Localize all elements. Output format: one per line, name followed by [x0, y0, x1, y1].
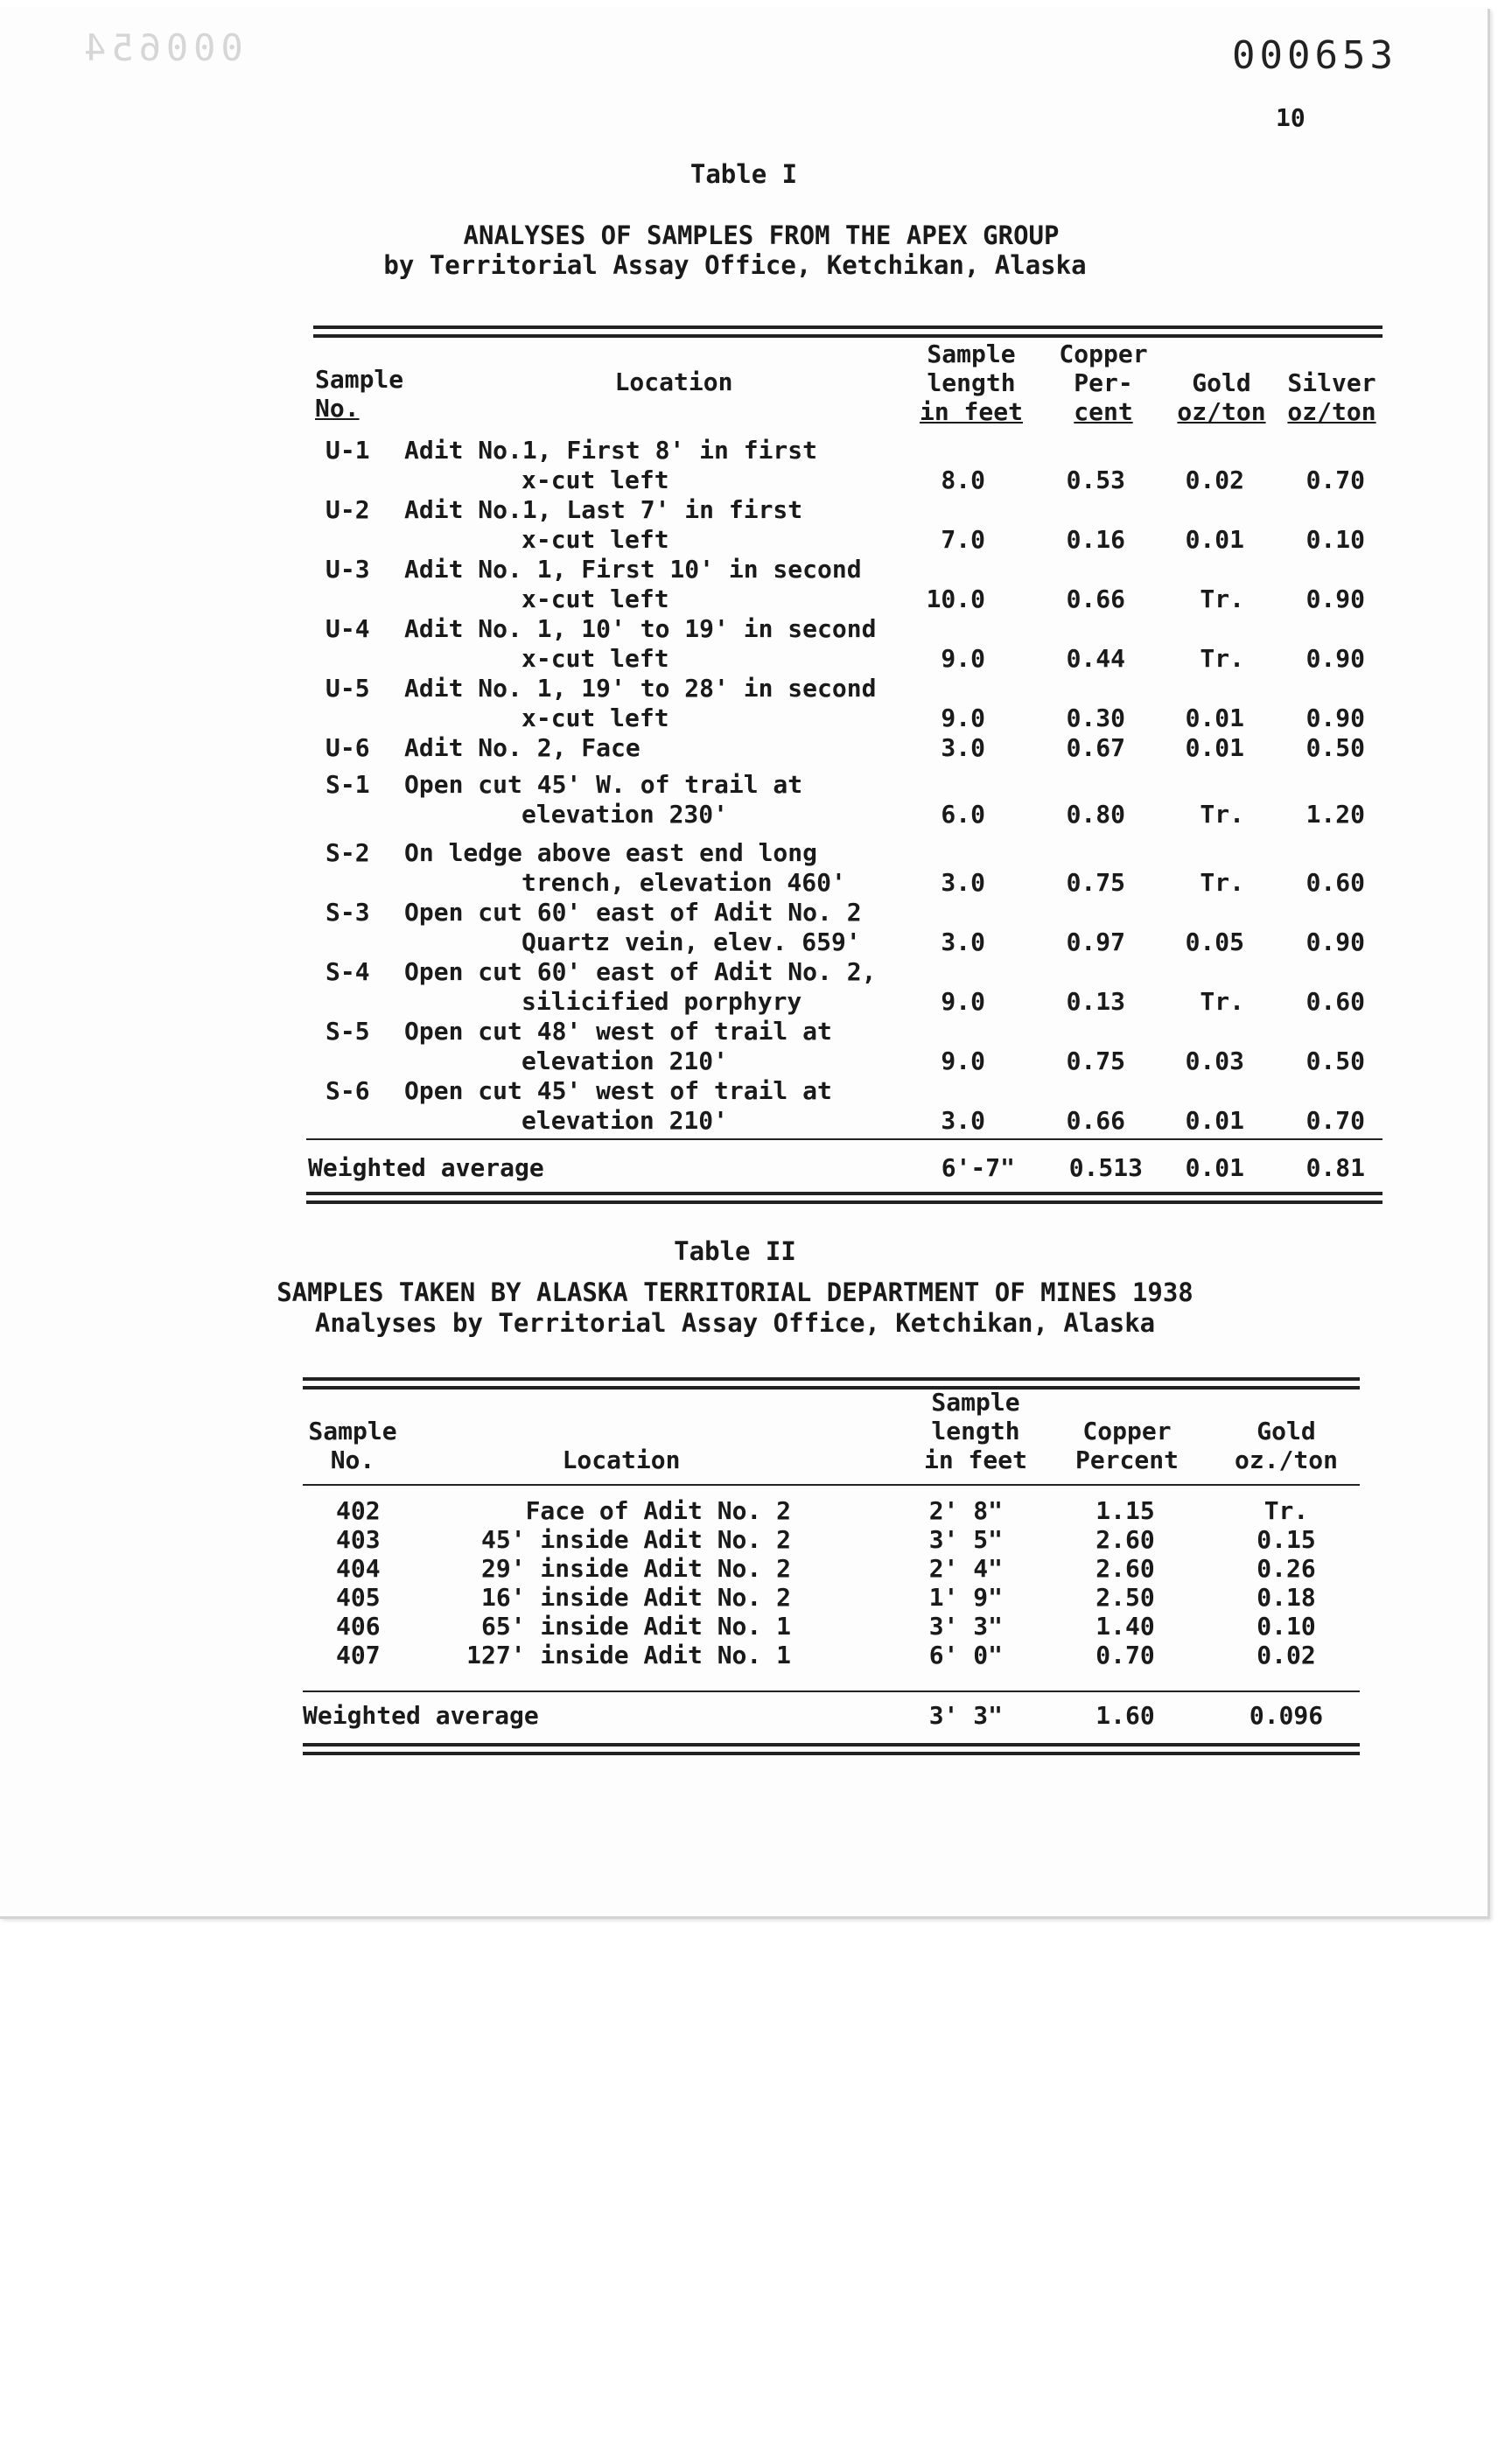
- table2-average-label: Weighted average: [303, 1701, 539, 1730]
- table1-row-silver: 0.90: [1306, 704, 1365, 732]
- table1-row-sample-id: S-6: [326, 1076, 370, 1105]
- table1-row-length: 3.0: [941, 1106, 985, 1135]
- table2-row-sample-id: 406: [336, 1612, 381, 1641]
- table1-subtitle: by Territorial Assay Office, Ketchikan, Alaska: [383, 250, 1087, 280]
- table1-row-sample-id: S-3: [326, 898, 370, 927]
- table1-row-location-cont: trench, elevation 460': [522, 868, 846, 897]
- table2-row-gold: 0.18: [1256, 1583, 1316, 1612]
- table1-row-location: Adit No. 1, 19' to 28' in second: [404, 674, 877, 703]
- table2-row-sample-id: 407: [336, 1641, 381, 1670]
- table2-row-gold: Tr.: [1264, 1496, 1309, 1525]
- table2-row-location: 29' inside Adit No. 2: [480, 1554, 791, 1583]
- table2-row-location: 45' inside Adit No. 2: [480, 1525, 791, 1554]
- table1-row-copper: 0.66: [1066, 1106, 1125, 1135]
- table1-row-sample-id: S-2: [326, 838, 370, 867]
- table2-row-copper: 0.70: [1096, 1641, 1155, 1670]
- table1-row-sample-id: S-4: [326, 957, 370, 986]
- table1-row-location-cont: elevation 210': [522, 1106, 729, 1135]
- table1-row-copper: 0.75: [1066, 1046, 1125, 1075]
- table1-row-location: Adit No.1, First 8' in first: [404, 436, 818, 465]
- table1-row-location-cont: x-cut left: [522, 466, 669, 494]
- table1-row-location-cont: x-cut left: [522, 584, 669, 613]
- table1-header-gold: Gold oz/ton: [1177, 368, 1266, 426]
- table1-row-location-cont: elevation 210': [522, 1046, 729, 1075]
- table1-row-copper: 0.80: [1066, 800, 1125, 829]
- table2-row-gold: 0.26: [1256, 1554, 1316, 1583]
- table2-header-rule: [303, 1484, 1360, 1486]
- table1-row-gold: Tr.: [1200, 987, 1244, 1016]
- table1-row-length: 9.0: [941, 644, 985, 673]
- table1-row-location-cont: elevation 230': [522, 800, 729, 829]
- table2-row-copper: 1.40: [1096, 1612, 1155, 1641]
- table1-row-gold: 0.02: [1185, 466, 1244, 494]
- table1-row-length: 6.0: [941, 800, 985, 829]
- table2-bottom-rule-2: [303, 1752, 1360, 1755]
- table1-row-sample-id: U-3: [326, 555, 370, 584]
- table1-row-silver: 0.60: [1306, 868, 1365, 897]
- table2-subtitle: Analyses by Territorial Assay Office, Ketchikan, Alaska: [314, 1308, 1156, 1338]
- table2-mid-rule: [303, 1690, 1360, 1692]
- table1-row-length: 7.0: [941, 525, 985, 554]
- table2-top-rule-2: [303, 1386, 1360, 1390]
- table1-row-silver: 0.10: [1306, 525, 1365, 554]
- table1-row-sample-id: U-5: [326, 674, 370, 703]
- table2-row-copper: 2.50: [1096, 1583, 1155, 1612]
- table1-row-length: 9.0: [941, 987, 985, 1016]
- table2-row-location: 16' inside Adit No. 2: [480, 1583, 791, 1612]
- table2-row-sample-id: 405: [336, 1583, 381, 1612]
- page-number: 10: [1276, 103, 1306, 132]
- table1-row-sample-id: U-6: [326, 733, 370, 762]
- table1-average-copper: 0.513: [1068, 1153, 1143, 1182]
- table1-row-location: Open cut 45' west of trail at: [404, 1076, 832, 1105]
- table1-bottom-rule-2: [306, 1200, 1382, 1204]
- table1-row-length: 3.0: [941, 928, 985, 956]
- table1-row-location: Open cut 45' W. of trail at: [404, 770, 803, 799]
- table1-row-copper: 0.44: [1066, 644, 1125, 673]
- table1-row-length: 3.0: [941, 868, 985, 897]
- table1-row-location-cont: silicified porphyry: [522, 987, 802, 1016]
- table2-row-length: 2' 8": [928, 1496, 1003, 1525]
- table1-row-silver: 0.70: [1306, 1106, 1365, 1135]
- table1-row-copper: 0.13: [1066, 987, 1125, 1016]
- table1-row-silver: 0.70: [1306, 466, 1365, 494]
- table1-row-copper: 0.66: [1066, 584, 1125, 613]
- table1-row-sample-id: U-2: [326, 495, 370, 524]
- table1-row-silver: 0.90: [1306, 644, 1365, 673]
- table1-bottom-rule: [306, 1192, 1382, 1195]
- table2-row-gold: 0.15: [1256, 1525, 1316, 1554]
- table2-row-length: 3' 5": [928, 1525, 1003, 1554]
- table1-row-location: Open cut 48' west of trail at: [404, 1017, 832, 1046]
- table1-row-sample-id: S-1: [326, 770, 370, 799]
- table2-header-length: Sample length in feet: [923, 1388, 1027, 1474]
- table1-caption: Table I: [690, 159, 798, 189]
- table1-row-silver: 0.60: [1306, 987, 1365, 1016]
- table1-header-location: Location: [614, 368, 733, 396]
- bleed-through-serial: 000654: [79, 26, 243, 69]
- table1-row-gold: 0.03: [1185, 1046, 1244, 1075]
- table1-row-length: 3.0: [941, 733, 985, 762]
- table1-row-gold: Tr.: [1200, 644, 1244, 673]
- table1-average-silver: 0.81: [1306, 1153, 1365, 1182]
- table2-row-copper: 2.60: [1096, 1525, 1155, 1554]
- table2-header-gold: Gold oz./ton: [1234, 1417, 1338, 1474]
- table1-row-gold: 0.01: [1185, 704, 1244, 732]
- table2-row-sample-id: 404: [336, 1554, 381, 1583]
- table2-row-location: 127' inside Adit No. 1: [466, 1641, 791, 1670]
- table1-row-copper: 0.75: [1066, 868, 1125, 897]
- table1-row-sample-id: U-1: [326, 436, 370, 465]
- table1-row-sample-id: U-4: [326, 614, 370, 643]
- table1-row-location-cont: Quartz vein, elev. 659': [522, 928, 861, 956]
- table1-row-gold: Tr.: [1200, 868, 1244, 897]
- table1-average-gold: 0.01: [1185, 1153, 1244, 1182]
- table2-row-gold: 0.02: [1256, 1641, 1316, 1670]
- table2-row-copper: 1.15: [1096, 1496, 1155, 1525]
- table1-row-location-cont: x-cut left: [522, 525, 669, 554]
- table1-header-copper: Copper Per- cent: [1059, 340, 1148, 426]
- table2-header-copper: Copper Percent: [1074, 1417, 1179, 1474]
- table2-title: SAMPLES TAKEN BY ALASKA TERRITORIAL DEPARTMENT OF MINES 1938: [276, 1278, 1194, 1307]
- table1-mid-rule: [306, 1138, 1382, 1140]
- table1-average-label: Weighted average: [308, 1153, 544, 1182]
- table2-row-length: 6' 0": [928, 1641, 1003, 1670]
- document-serial-number: 000653: [1232, 33, 1397, 78]
- table1-row-gold: Tr.: [1200, 584, 1244, 613]
- table1-row-gold: Tr.: [1200, 800, 1244, 829]
- table1-row-gold: 0.01: [1185, 733, 1244, 762]
- table1-row-silver: 0.90: [1306, 584, 1365, 613]
- table1-row-location: Adit No. 1, 10' to 19' in second: [404, 614, 877, 643]
- table1-row-copper: 0.67: [1066, 733, 1125, 762]
- table2-row-length: 2' 4": [928, 1554, 1003, 1583]
- table1-row-length: 9.0: [941, 1046, 985, 1075]
- table1-row-silver: 0.50: [1306, 733, 1365, 762]
- table1-row-location: Adit No. 1, First 10' in second: [404, 555, 862, 584]
- table1-row-length: 9.0: [941, 704, 985, 732]
- table1-row-gold: 0.01: [1185, 525, 1244, 554]
- table2-bottom-rule: [303, 1743, 1360, 1746]
- table1-header-sample-no: Sample No.: [315, 365, 404, 423]
- table1-row-copper: 0.53: [1066, 466, 1125, 494]
- table2-row-copper: 2.60: [1096, 1554, 1155, 1583]
- table1-row-copper: 0.16: [1066, 525, 1125, 554]
- table1-row-location: Adit No. 2, Face: [404, 733, 640, 762]
- table1-row-location: Open cut 60' east of Adit No. 2: [404, 898, 862, 927]
- table2-header-sample-no: Sample No.: [308, 1417, 397, 1474]
- table1-average-length: 6'-7": [941, 1153, 1015, 1182]
- table1-row-silver: 0.90: [1306, 928, 1365, 956]
- table1-row-location: On ledge above east end long: [404, 838, 818, 867]
- table1-row-gold: 0.05: [1185, 928, 1244, 956]
- table2-row-sample-id: 403: [336, 1525, 381, 1554]
- document-page: [0, 9, 1490, 1919]
- table1-row-location: Open cut 60' east of Adit No. 2,: [404, 957, 877, 986]
- table2-top-rule: [303, 1377, 1360, 1381]
- table2-average-copper: 1.60: [1096, 1701, 1155, 1730]
- table2-row-length: 3' 3": [928, 1612, 1003, 1641]
- table1-row-gold: 0.01: [1185, 1106, 1244, 1135]
- table1-row-location-cont: x-cut left: [522, 704, 669, 732]
- table1-row-length: 10.0: [926, 584, 985, 613]
- table1-row-location: Adit No.1, Last 7' in first: [404, 495, 803, 524]
- table2-average-gold: 0.096: [1249, 1701, 1324, 1730]
- table2-row-location: Face of Adit No. 2: [525, 1496, 791, 1525]
- table2-caption: Table II: [674, 1236, 796, 1266]
- table1-top-rule: [313, 326, 1382, 329]
- table1-title: ANALYSES OF SAMPLES FROM THE APEX GROUP: [463, 220, 1060, 250]
- table1-header-silver: Silver oz/ton: [1287, 368, 1376, 426]
- table2-row-sample-id: 402: [336, 1496, 381, 1525]
- table2-header-location: Location: [562, 1446, 681, 1474]
- table1-top-rule-2: [313, 334, 1382, 338]
- table1-row-silver: 1.20: [1306, 800, 1365, 829]
- table1-row-copper: 0.97: [1066, 928, 1125, 956]
- table1-header-length: Sample length in feet: [919, 340, 1023, 426]
- table1-row-copper: 0.30: [1066, 704, 1125, 732]
- table1-row-silver: 0.50: [1306, 1046, 1365, 1075]
- table1-row-length: 8.0: [941, 466, 985, 494]
- table1-row-sample-id: S-5: [326, 1017, 370, 1046]
- table2-row-gold: 0.10: [1256, 1612, 1316, 1641]
- table2-row-length: 1' 9": [928, 1583, 1003, 1612]
- table1-row-location-cont: x-cut left: [522, 644, 669, 673]
- table2-average-length: 3' 3": [928, 1701, 1003, 1730]
- table2-row-location: 65' inside Adit No. 1: [480, 1612, 791, 1641]
